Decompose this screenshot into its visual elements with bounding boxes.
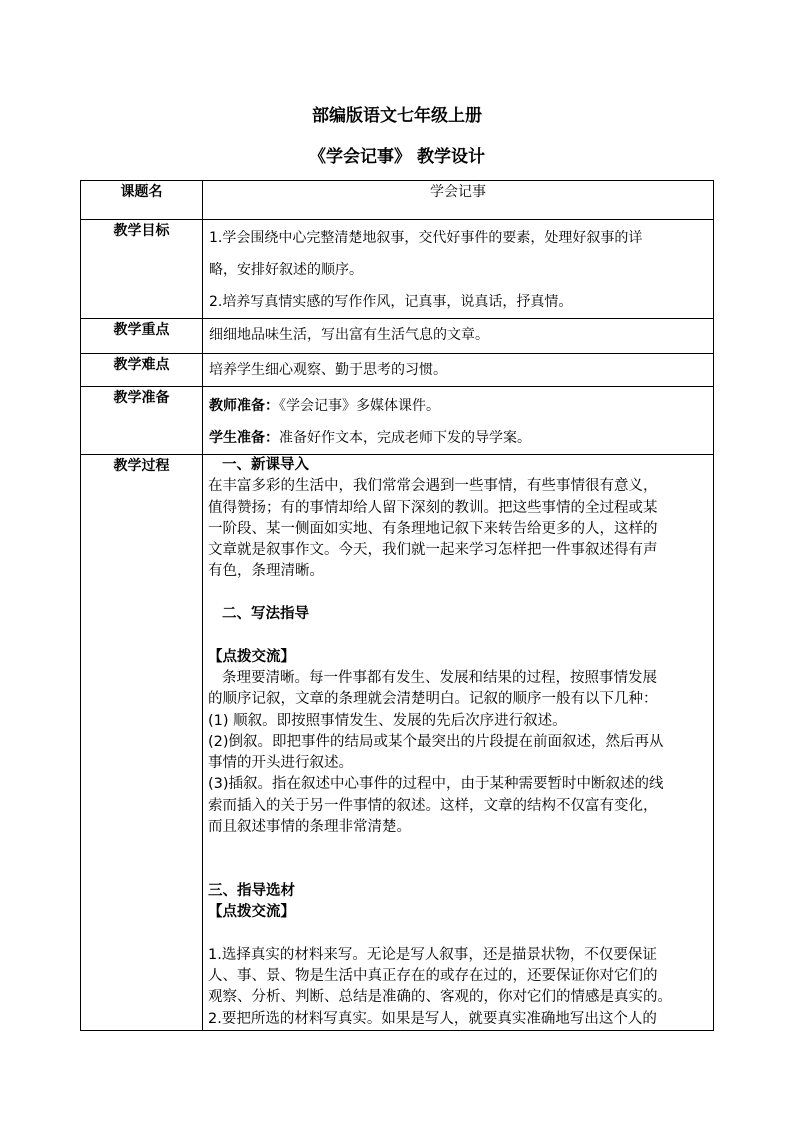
key-points-cell — [203, 319, 714, 354]
process-line: (3)插叙。指在叙述中心事件的过程中，由于某种需要暂时中断叙述的线 — [208, 776, 664, 793]
subsection-heading: 【点拨交流】 — [208, 904, 295, 921]
row-label-key-points: 教学重点 — [81, 319, 203, 354]
process-line: 在丰富多彩的生活中，我们常常会遇到一些事情，有些事情很有意义， — [208, 478, 658, 495]
table-row-key-points — [81, 319, 714, 354]
row-label-goals: 教学目标 — [81, 220, 203, 319]
topic-value: 学会记事 — [203, 181, 714, 220]
goal-line: 略，安排好叙述的顺序。 — [209, 262, 363, 278]
table-row-preparation — [81, 387, 714, 455]
page-subtitle: 《学会记事》 教学设计 — [309, 147, 485, 167]
student-preparation-text: 准备好作文本，完成老师下发的导学案。 — [279, 430, 531, 446]
row-label-difficulties: 教学难点 — [81, 354, 203, 387]
row-label-process: 教学过程 — [81, 455, 203, 1031]
table-row-topic — [81, 181, 714, 220]
page-title: 部编版语文七年级上册 — [312, 106, 482, 126]
lesson-plan-table — [80, 180, 714, 1031]
process-cell — [203, 455, 714, 1031]
process-text — [203, 455, 713, 1030]
process-line: 1.选择真实的材料来写。无论是写人叙事，还是描景状物，不仅要保证 — [208, 946, 657, 963]
process-line: (1) 顺叙。即按照事情发生、发展的先后次序进行叙述。 — [208, 712, 567, 729]
section-heading: 一、新课导入 — [222, 457, 309, 473]
key-points-text: 细细地品味生活，写出富有生活气息的文章。 — [209, 327, 489, 343]
subsection-heading: 【点拨交流】 — [208, 648, 295, 665]
row-label-topic: 课题名 — [81, 181, 203, 220]
table-row-difficulties — [81, 354, 714, 387]
process-line: 观察、分析、判断、总结是准确的、客观的，你对它们的情感是真实的。 — [208, 989, 672, 1006]
table-row-goals — [81, 220, 714, 319]
process-line: 的顺序记叙，文章的条理就会清楚明白。记叙的顺序一般有以下几种： — [208, 691, 658, 708]
process-line: 文章就是叙事作文。今天，我们就一起来学习怎样把一件事叙述得有声 — [208, 542, 658, 559]
teacher-preparation-label: 教师准备： — [209, 398, 279, 414]
process-line: 事情的开头进行叙述。 — [208, 755, 353, 772]
table-row-process — [81, 455, 714, 1031]
teacher-preparation-text: 《学会记事》多媒体课件。 — [279, 398, 440, 414]
row-label-preparation: 教学准备 — [81, 387, 203, 455]
process-line: 2.要把所选的材料写真实。如果是写人，就要真实准确地写出这个人的 — [208, 1010, 657, 1027]
section-heading: 三、指导选材 — [208, 882, 295, 899]
goals-cell — [203, 220, 714, 319]
difficulties-text: 培养学生细心观察、勤于思考的习惯。 — [209, 362, 447, 378]
process-line: (2)倒叙。即把事件的结局或某个最突出的片段提在前面叙述，然后再从 — [208, 733, 664, 750]
process-line: 一阶段、某一侧面如实地、有条理地记叙下来转告给更多的人，这样的 — [208, 520, 658, 537]
section-heading: 二、写法指导 — [222, 606, 309, 623]
process-line: 而且叙述事情的条理非常清楚。 — [208, 819, 411, 836]
process-line: 条理要清晰。每一件事都有发生、发展和结果的过程，按照事情发展 — [222, 669, 657, 686]
process-line: 有色，条理清晰。 — [208, 563, 324, 580]
teacher-preparation — [203, 390, 713, 422]
student-preparation — [203, 422, 713, 454]
process-line: 索而插入的关于另一件事情的叙述。这样，文章的结构不仅富有变化， — [208, 797, 658, 814]
student-preparation-label: 学生准备： — [209, 430, 279, 446]
goal-line: 2.培养写真情实感的写作作风，记真事，说真话，抒真情。 — [209, 294, 573, 310]
process-line: 值得赞扬；有的事情却给人留下深刻的教训。把这些事情的全过程或某 — [208, 499, 658, 516]
preparation-cell — [203, 387, 714, 455]
process-line: 人、事、景、物是生活中真正存在的或存在过的，还要保证你对它们的 — [208, 968, 658, 985]
difficulties-cell — [203, 354, 714, 387]
goal-line: 1.学会围绕中心完整清楚地叙事，交代好事件的要素，处理好叙事的详 — [209, 230, 643, 246]
